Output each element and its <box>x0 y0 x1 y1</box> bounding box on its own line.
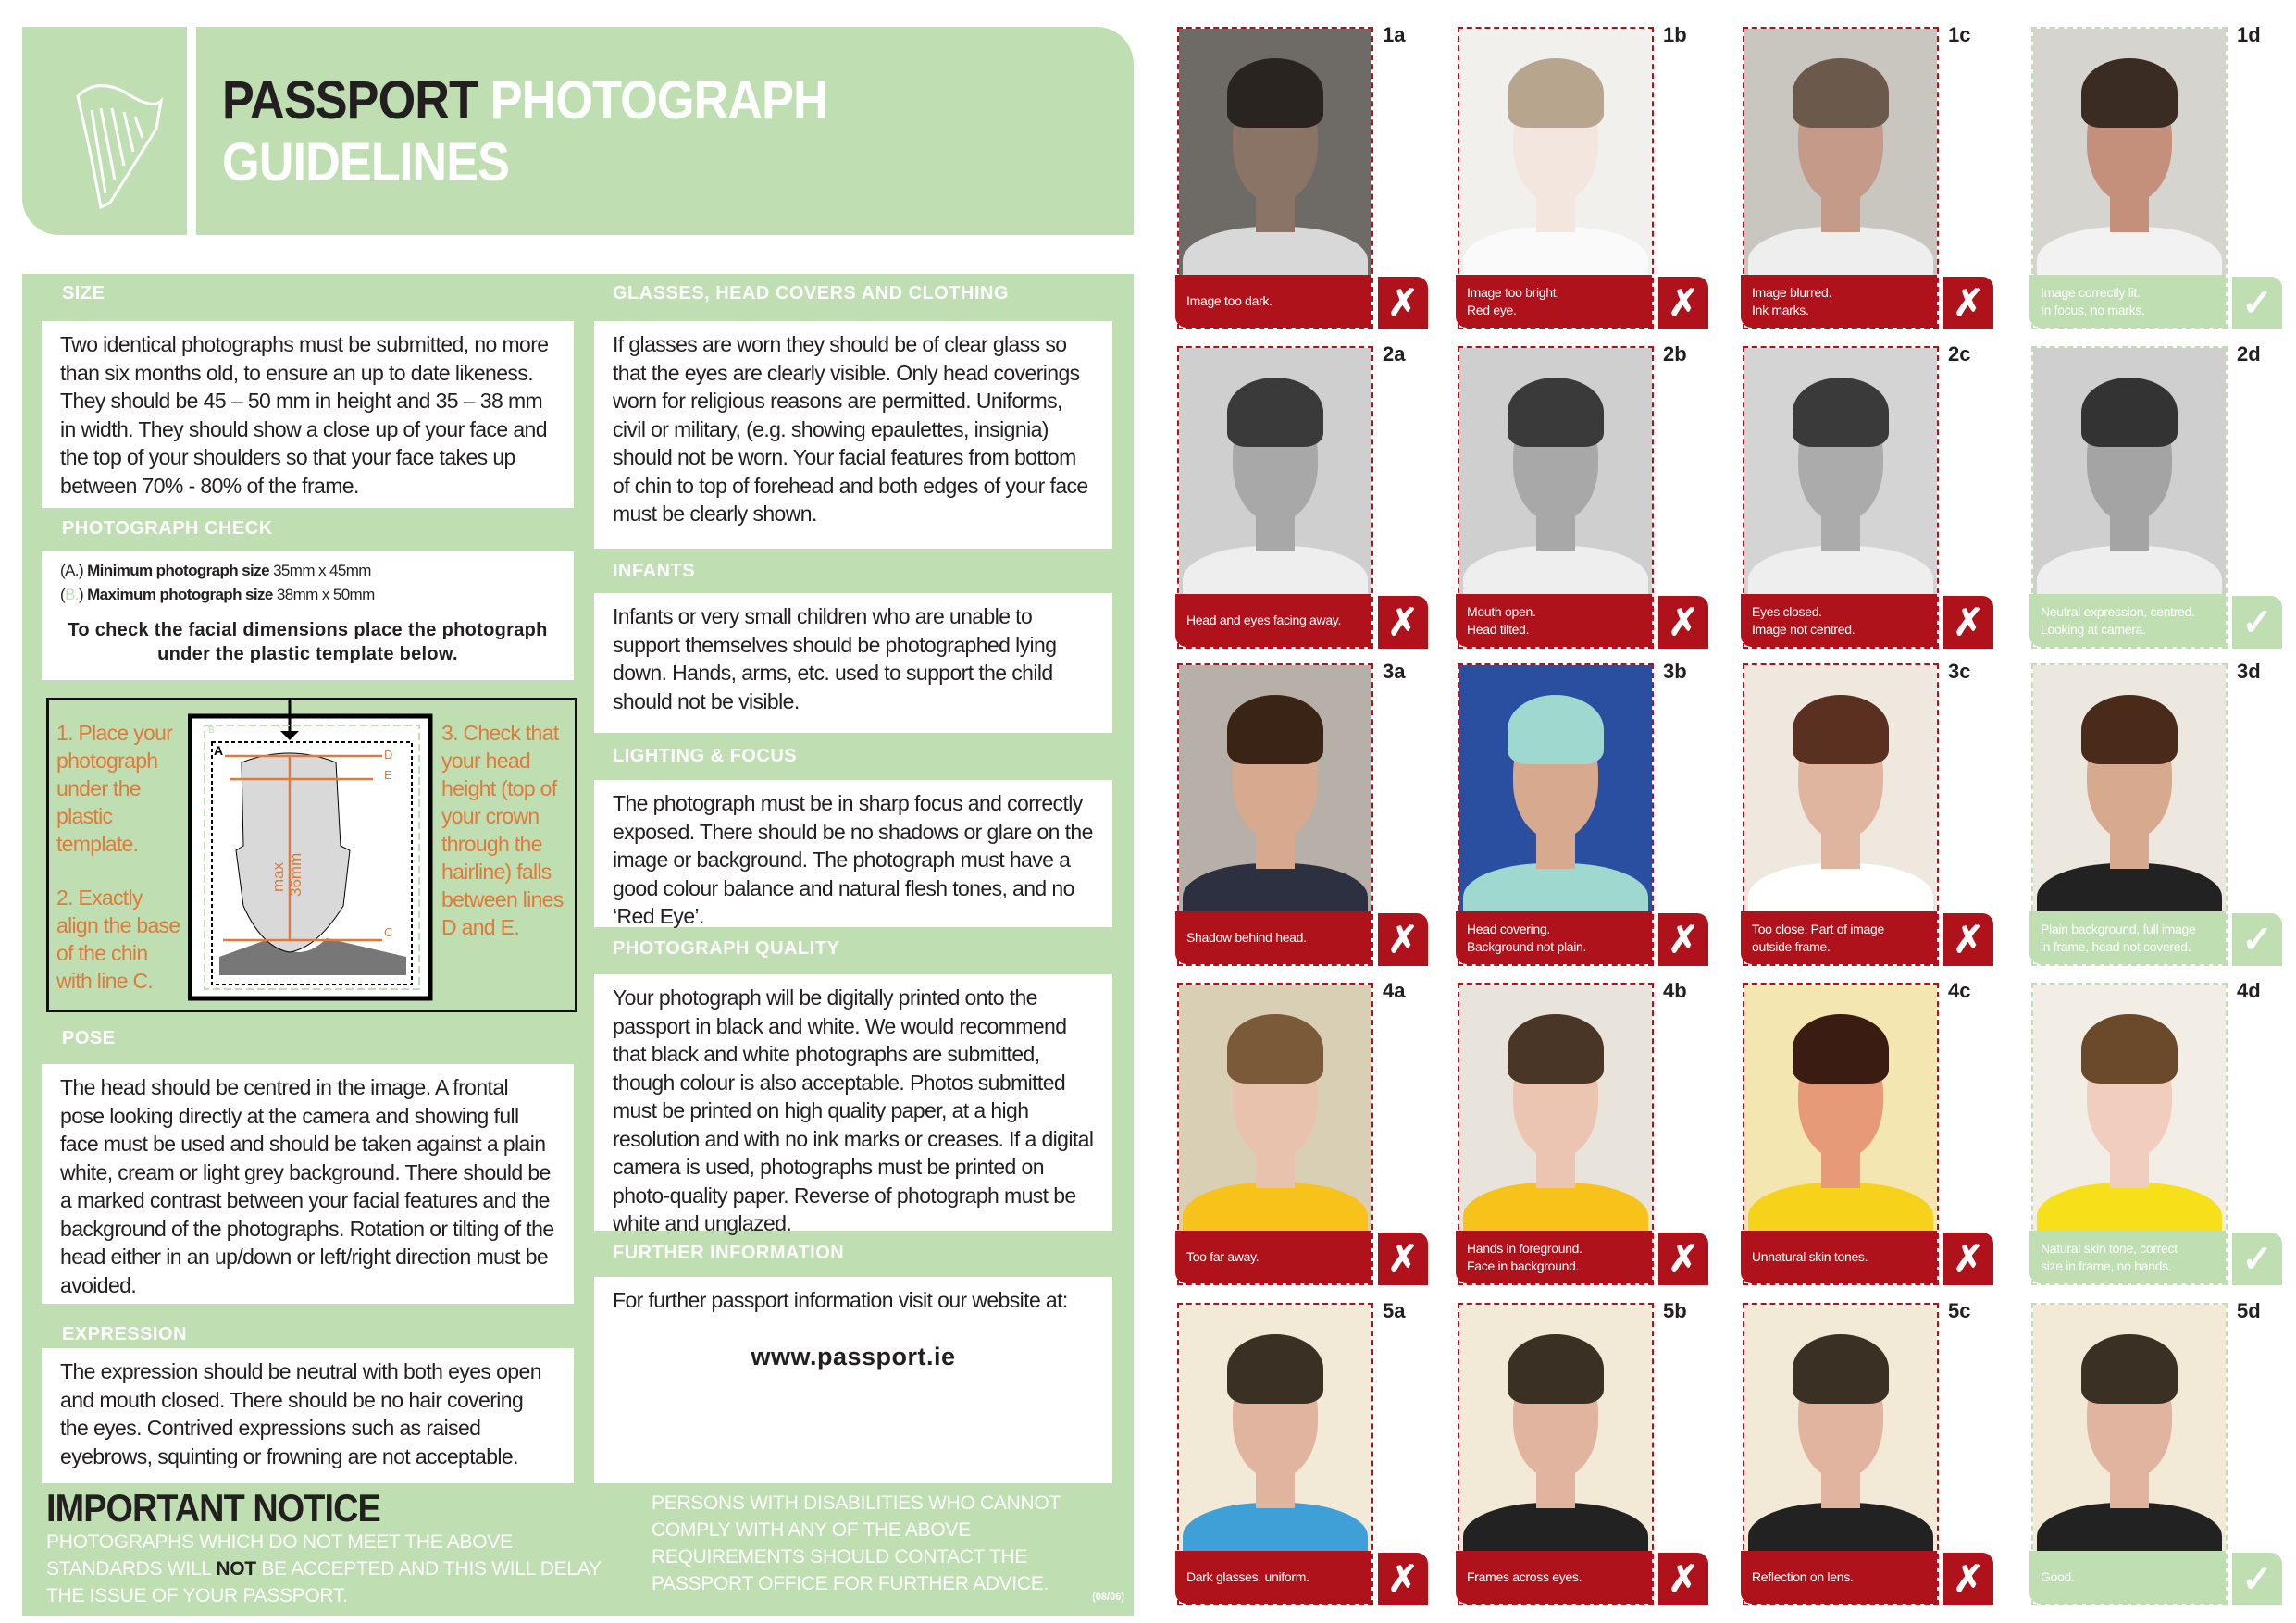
photo-label: 4c <box>1948 979 1971 1002</box>
photo-label: 4a <box>1383 979 1406 1002</box>
hair <box>1508 1014 1604 1084</box>
caption-line: Mouth open. <box>1467 603 1536 619</box>
caption-line: Background not plain. <box>1467 938 1587 954</box>
caption-line: Head tilted. <box>1467 621 1530 637</box>
check-icon: ✓ <box>2232 1553 2282 1605</box>
caption-line: size in frame, no hands. <box>2041 1258 2172 1273</box>
hair <box>2081 58 2178 128</box>
caption-line: Face in background. <box>1467 1258 1580 1273</box>
shoulders <box>1183 1183 1368 1233</box>
cross-icon: ✗ <box>1943 1553 1993 1605</box>
website-link[interactable]: www.passport.ie <box>751 1342 956 1370</box>
shoulders <box>1463 863 1648 913</box>
check-icon: ✓ <box>2232 913 2282 966</box>
cross-icon: ✗ <box>1658 1233 1708 1285</box>
cross-icon: ✗ <box>1943 1233 1993 1285</box>
line-d-label: D <box>384 748 393 762</box>
example-photo <box>1744 348 1937 596</box>
size-heading: SIZE <box>62 283 105 304</box>
cross-icon: ✗ <box>1378 913 1428 966</box>
logo-panel <box>22 27 187 235</box>
photo-caption <box>1456 275 1652 328</box>
photo-example-2b <box>1458 342 1717 651</box>
photo-caption <box>2029 1231 2226 1283</box>
photo-label: 2b <box>1663 342 1687 365</box>
shoulders <box>1183 227 1368 277</box>
photo-label: 3d <box>2237 660 2261 683</box>
photo-example-5a <box>1177 1299 1436 1608</box>
photograph-quality-heading: PHOTOGRAPH QUALITY <box>613 938 840 959</box>
photo-caption <box>1175 594 1371 647</box>
example-photo <box>1459 665 1652 913</box>
cross-icon: ✗ <box>1378 596 1428 649</box>
cross-icon: ✗ <box>1943 596 1993 649</box>
caption-line: Head covering. <box>1467 921 1550 936</box>
expression-heading: EXPRESSION <box>62 1324 188 1344</box>
shoulders <box>1748 1503 1933 1553</box>
template-instruction: To check the facial dimensions place the photograph under the plastic template below. <box>68 620 548 664</box>
hair <box>1227 58 1323 128</box>
photo-label: 5d <box>2237 1299 2261 1322</box>
max-label: max <box>269 861 287 892</box>
caption-line: Too far away. <box>1186 1249 1260 1264</box>
caption-line: Image too dark. <box>1186 293 1272 308</box>
glasses-text: If glasses are worn they should be of clear glass so that the eyes are clearly visible. Only head coverings worn for religious reasons are permitted. Uniforms, civil or military, (e.g. showing epaulettes, insignia) should not be worn. Your facial features from bottom of chin to top of forehead and both edges of your face must be clearly shown. <box>594 321 1112 549</box>
shoulders <box>2037 1503 2222 1553</box>
minimum-size: (A.) Minimum photograph size 35mm x 45mm <box>60 562 371 579</box>
shoulders <box>2037 227 2222 277</box>
photo-label: 5b <box>1663 1299 1687 1322</box>
photo-caption <box>2029 911 2226 964</box>
hair <box>1227 378 1323 447</box>
version-code: (08/06) <box>1092 1592 1124 1603</box>
hair <box>1793 58 1889 128</box>
hair <box>1508 58 1604 128</box>
photo-label: 5c <box>1948 1299 1971 1322</box>
size-text: Two identical photographs must be submitted, no more than six months old, to ensure an up to date likeness. They should be 45 – 50 mm in height and 35 – 38 mm in width. They should show a close up of your face and the top of your shoulders so that your face takes up between 70% - 80% of the frame. <box>42 321 574 508</box>
cross-icon: ✗ <box>1658 1553 1708 1605</box>
important-notice-text: PHOTOGRAPHS WHICH DO NOT MEET THE ABOVE STANDARDS WILL NOT BE ACCEPTED AND THIS WILL DELAY THE ISSUE OF YOUR PASSPORT. <box>46 1531 602 1606</box>
example-photo <box>2033 348 2226 596</box>
photo-caption <box>1741 1231 1937 1283</box>
photo-label: 2d <box>2237 342 2261 365</box>
hair <box>1227 1014 1323 1084</box>
photo-label: 1d <box>2237 23 2261 46</box>
caption-line: Hands in foreground. <box>1467 1240 1582 1256</box>
shoulders <box>2037 863 2222 913</box>
shoulders <box>1748 546 1933 596</box>
photo-example-5d <box>2031 1299 2290 1608</box>
example-photo <box>1179 985 1371 1233</box>
photo-caption <box>1456 1551 1652 1604</box>
cross-icon: ✗ <box>1658 596 1708 649</box>
shoulders <box>1748 863 1933 913</box>
photo-example-5b <box>1458 1299 1717 1608</box>
example-photo <box>2033 29 2226 277</box>
hair <box>2081 1334 2178 1404</box>
cross-icon: ✗ <box>1378 277 1428 329</box>
photo-caption <box>2029 594 2226 647</box>
step-3: 3. Check that your head height (top of your crown through the hairline) falls between lines D and E. <box>441 721 564 939</box>
hair <box>2081 695 2178 764</box>
photograph-check-heading: PHOTOGRAPH CHECK <box>62 518 273 539</box>
photograph-quality-text: Your photograph will be digitally printed onto the passport in black and white. We would recommend that black and white photographs are submitted, though colour is also acceptable. Photos submitted must be printed on high quality paper, at a high resolution and with no ink marks or creases. If a digital camera is used, photographs must be printed on photo-quality paper. Reverse of photograph must be white and unglazed. <box>594 974 1112 1231</box>
photo-caption <box>1175 1231 1371 1283</box>
caption-line: Frames across eyes. <box>1467 1569 1582 1584</box>
caption-line: Image not centred. <box>1752 621 1855 637</box>
step-1: 1. Place your photograph under the plastic template. <box>56 721 173 856</box>
photo-caption <box>1741 1551 1937 1604</box>
caption-line: Shadow behind head. <box>1186 930 1307 945</box>
shoulders <box>1183 546 1368 596</box>
hair <box>1227 695 1323 764</box>
hair <box>1227 1334 1323 1404</box>
example-photo <box>1459 985 1652 1233</box>
line-c-label: C <box>384 925 393 939</box>
line-a-label: A <box>214 743 224 758</box>
photo-caption <box>1456 911 1652 964</box>
hair <box>1793 378 1889 447</box>
example-photo <box>1744 985 1937 1233</box>
caption-line: Neutral expression, centred. <box>2041 603 2195 619</box>
photo-label: 2c <box>1948 342 1971 365</box>
caption-line: Image too bright. <box>1467 284 1559 300</box>
shoulders <box>1463 227 1648 277</box>
photograph-check-box <box>42 551 574 680</box>
photo-label: 2a <box>1383 342 1406 365</box>
shoulders <box>1183 863 1368 913</box>
hair <box>1793 695 1889 764</box>
caption-line: Image blurred. <box>1752 284 1832 300</box>
photo-caption <box>2029 1551 2226 1604</box>
photo-example-2a <box>1177 342 1436 651</box>
caption-line: Reflection on lens. <box>1752 1569 1854 1584</box>
measure-label: 36mm <box>287 852 304 897</box>
check-icon: ✓ <box>2232 596 2282 649</box>
photo-example-4b <box>1458 979 1717 1288</box>
hair <box>1793 1334 1889 1404</box>
cross-icon: ✗ <box>1378 1553 1428 1605</box>
check-icon: ✓ <box>2232 1233 2282 1285</box>
photo-label: 1c <box>1948 23 1971 46</box>
step-2: 2. Exactly align the base of the chin with line C. <box>56 886 180 993</box>
pose-text: The head should be centred in the image. A frontal pose looking directly at the camera and showing full face must be used and should be taken against a plain white, cream or light grey background. There should be a marked contrast between your facial features and the background of the photographs. Rotation or tilting of the head either in an up/down or left/right direction must be avoided. <box>42 1064 574 1304</box>
title-banner <box>196 27 1134 235</box>
caption-line: Eyes closed. <box>1752 603 1822 619</box>
photo-example-1c <box>1743 23 2002 332</box>
cross-icon: ✗ <box>1658 913 1708 966</box>
cross-icon: ✗ <box>1378 1233 1428 1285</box>
harp-emblem-icon <box>22 27 187 235</box>
photo-label: 1a <box>1383 23 1406 46</box>
photo-label: 5a <box>1383 1299 1406 1322</box>
important-notice-title: IMPORTANT NOTICE <box>46 1486 380 1530</box>
page-title: PASSPORT PHOTOGRAPH GUIDELINES <box>222 69 827 192</box>
caption-line: In focus, no marks. <box>2041 302 2145 317</box>
infants-heading: INFANTS <box>613 561 696 581</box>
line-b-label: B <box>208 725 215 736</box>
shoulders <box>2037 1183 2222 1233</box>
further-information-box <box>594 1277 1112 1483</box>
caption-line: Head and eyes facing away. <box>1186 613 1342 627</box>
glasses-heading: GLASSES, HEAD COVERS AND CLOTHING <box>613 283 1010 304</box>
photo-example-3c <box>1743 660 2002 969</box>
hair <box>2081 1014 2178 1084</box>
photo-label: 4d <box>2237 979 2261 1002</box>
example-photo <box>1179 29 1371 277</box>
lighting-heading: LIGHTING & FOCUS <box>613 746 798 766</box>
shoulders <box>1463 1183 1648 1233</box>
hair <box>1508 695 1604 764</box>
photo-example-3a <box>1177 660 1436 969</box>
shoulders <box>2037 546 2222 596</box>
photo-example-1d <box>2031 23 2290 332</box>
photo-caption <box>1456 594 1652 647</box>
cross-icon: ✗ <box>1943 277 1993 329</box>
photo-caption <box>1741 275 1937 328</box>
photo-caption <box>1456 1231 1652 1283</box>
photo-example-2c <box>1743 342 2002 651</box>
caption-line: Dark glasses, uniform. <box>1186 1569 1309 1584</box>
photo-example-3d <box>2031 660 2290 969</box>
caption-line: outside frame. <box>1752 938 1831 954</box>
shoulders <box>1183 1503 1368 1553</box>
photo-label: 1b <box>1663 23 1687 46</box>
hair <box>1508 378 1604 447</box>
template-diagram <box>46 698 577 1012</box>
caption-line: Plain background, full image <box>2041 921 2196 936</box>
photo-example-1b <box>1458 23 1717 332</box>
caption-line: Good. <box>2041 1569 2075 1584</box>
hair <box>1793 1014 1889 1084</box>
shoulders <box>1748 227 1933 277</box>
example-photo <box>1744 29 1937 277</box>
photo-caption <box>1741 911 1937 964</box>
further-information-text: For further passport information visit our website at: <box>613 1288 1068 1312</box>
example-photo <box>2033 665 2226 913</box>
caption-line: Ink marks. <box>1752 302 1809 317</box>
example-photo <box>1179 665 1371 913</box>
caption-line: in frame, head not covered. <box>2041 938 2191 954</box>
photo-label: 3b <box>1663 660 1687 683</box>
lighting-text: The photograph must be in sharp focus and correctly exposed. There should be no shadows or glare on the image or background. The photograph must have a good colour balance and natural flesh tones, and no ‘Red Eye’. <box>594 780 1112 927</box>
disabilities-notice: PERSONS WITH DISABILITIES WHO CANNOT COMPLY WITH ANY OF THE ABOVE REQUIREMENTS SHOULD CONTACT THE PASSPORT OFFICE FOR FURTHER ADVICE. <box>652 1493 1061 1594</box>
photo-example-4c <box>1743 979 2002 1288</box>
caption-line: Looking at camera. <box>2041 621 2146 637</box>
example-photo <box>1459 1305 1652 1553</box>
example-photo <box>1744 665 1937 913</box>
caption-line: Unnatural skin tones. <box>1752 1249 1868 1264</box>
example-photo <box>2033 1305 2226 1553</box>
example-photo <box>1179 348 1371 596</box>
shoulders <box>1463 1503 1648 1553</box>
photo-label: 3a <box>1383 660 1406 683</box>
cross-icon: ✗ <box>1658 277 1708 329</box>
photo-example-1a <box>1177 23 1436 332</box>
photo-label: 3c <box>1948 660 1971 683</box>
photo-example-4d <box>2031 979 2290 1288</box>
caption-line: Image correctly lit. <box>2041 284 2141 300</box>
infants-text: Infants or very small children who are unable to support themselves should be photographed lying down. Hands, arms, etc. used to support the child should not be visible. <box>594 593 1112 733</box>
photo-caption <box>2029 275 2226 328</box>
guidelines-panel <box>22 274 1134 1616</box>
check-icon: ✓ <box>2232 277 2282 329</box>
caption-line: Too close. Part of image <box>1752 921 1884 936</box>
expression-text: The expression should be neutral with both eyes open and mouth closed. There should be no hair covering the eyes. Contrived expressions such as raised eyebrows, squinting or frowning are not acceptable. <box>42 1348 574 1483</box>
maximum-size: (B.) Maximum photograph size 38mm x 50mm <box>60 586 375 603</box>
photo-example-5c <box>1743 1299 2002 1608</box>
example-photo <box>1459 348 1652 596</box>
hair <box>1508 1334 1604 1404</box>
photo-caption <box>1175 1551 1371 1604</box>
photo-label: 4b <box>1663 979 1687 1002</box>
example-photo <box>2033 985 2226 1233</box>
photo-caption <box>1175 911 1371 964</box>
photo-example-4a <box>1177 979 1436 1288</box>
example-photo <box>1459 29 1652 277</box>
pose-heading: POSE <box>62 1028 116 1048</box>
head-template-illustration <box>188 698 438 1012</box>
cross-icon: ✗ <box>1943 913 1993 966</box>
shoulders <box>1748 1183 1933 1233</box>
further-information-heading: FURTHER INFORMATION <box>613 1243 845 1263</box>
photo-example-2d <box>2031 342 2290 651</box>
caption-line: Natural skin tone, correct <box>2041 1240 2178 1256</box>
shoulders <box>1463 546 1648 596</box>
example-photo <box>1744 1305 1937 1553</box>
photo-example-3b <box>1458 660 1717 969</box>
hair <box>2081 378 2178 447</box>
photo-caption <box>1175 275 1371 328</box>
caption-line: Red eye. <box>1467 302 1517 317</box>
example-photo <box>1179 1305 1371 1553</box>
photo-caption <box>1741 594 1937 647</box>
line-e-label: E <box>384 768 392 782</box>
